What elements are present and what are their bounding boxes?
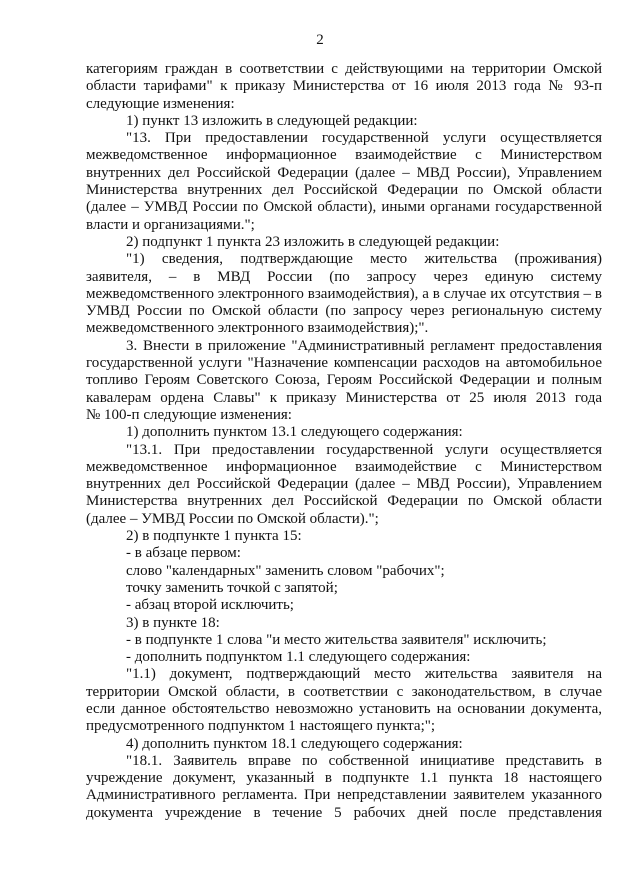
- text-line: следующие изменения:: [86, 95, 235, 112]
- text-line: Административного регламента. При непредставлении заявителем указанного: [86, 787, 602, 804]
- text-line: заявителя, – в МВД России (по запросу через единую систему: [86, 268, 602, 285]
- text-line: 3. Внести в приложение "Административный регламент предоставления: [126, 337, 602, 354]
- text-line: - абзац второй исключить;: [126, 597, 294, 614]
- text-line: территории Омской области, в соответствии с законодательством, в случае: [86, 683, 602, 700]
- text-line: 4) дополнить пунктом 18.1 следующего содержания:: [126, 735, 463, 752]
- text-line: власти и организациями.";: [86, 216, 255, 233]
- text-line: "1.1) документ, подтверждающий место жительства заявителя на: [126, 666, 602, 683]
- text-line: (далее – УМВД России по Омской области).";: [86, 510, 379, 527]
- text-line: "1) сведения, подтверждающие место жительства (проживания): [126, 251, 602, 268]
- text-line: "18.1. Заявитель вправе по собственной инициативе представить в: [126, 752, 602, 769]
- text-line: кавалерам ордена Славы" к приказу Министерства от 25 июля 2013 года: [86, 389, 602, 406]
- text-line: слово "календарных" заменить словом "рабочих";: [126, 562, 445, 579]
- text-line: межведомственное информационное взаимодействие с Министерством: [86, 147, 602, 164]
- text-line: документа учреждение в течение 5 рабочих дней после представления: [86, 804, 602, 821]
- text-line: государственной услуги "Назначение компенсации расходов на автомобильное: [86, 355, 602, 372]
- text-line: "13. При предоставлении государственной услуги осуществляется: [126, 130, 602, 147]
- text-line: "13.1. При предоставлении государственной услуги осуществляется: [126, 441, 602, 458]
- text-line: УМВД России по Омской области (по запросу через региональную систему: [86, 303, 602, 320]
- text-line: области тарифами" к приказу Министерства от 16 июля 2013 года № 93-п: [86, 78, 602, 95]
- text-line: 2) в подпункте 1 пункта 15:: [126, 528, 302, 545]
- text-line: учреждение документ, указанный в подпункте 1.1 пункта 18 настоящего: [86, 770, 602, 787]
- text-line: - в подпункте 1 слова "и место жительства заявителя" исключить;: [126, 631, 547, 648]
- text-line: межведомственного электронного взаимодействия), а в случае их отсутствия – в: [86, 285, 602, 302]
- text-line: Министерства внутренних дел Российской Федерации по Омской области: [86, 493, 602, 510]
- text-line: (далее – УМВД России по Омской области), иными органами государственной: [86, 199, 602, 216]
- text-line: - дополнить подпунктом 1.1 следующего содержания:: [126, 649, 471, 666]
- text-line: межведомственное информационное взаимодействие с Министерством: [86, 458, 602, 475]
- text-line: 3) в пункте 18:: [126, 614, 220, 631]
- text-line: если данное обстоятельство невозможно установить на основании документа,: [86, 700, 602, 717]
- text-line: 1) дополнить пунктом 13.1 следующего содержания:: [126, 424, 463, 441]
- text-line: внутренних дел Российской Федерации (далее – МВД России), Управлением: [86, 164, 602, 181]
- text-line: предусмотренного подпунктом 1 настоящего пункта;";: [86, 718, 436, 735]
- text-line: категориям граждан в соответствии с действующими на территории Омской: [86, 61, 602, 77]
- text-line: - в абзаце первом:: [126, 545, 241, 562]
- text-line: Министерства внутренних дел Российской Федерации по Омской области: [86, 182, 602, 199]
- document-body: [86, 61, 602, 822]
- text-line: внутренних дел Российской Федерации (далее – МВД России), Управлением: [86, 476, 602, 493]
- text-line: 2) подпункт 1 пункта 23 изложить в следующей редакции:: [126, 233, 500, 250]
- text-line: межведомственного электронного взаимодействия);".: [86, 320, 429, 337]
- page-number: 2: [316, 32, 324, 48]
- text-line: топливо Героям Советского Союза, Героям Российской Федерации и полным: [86, 372, 602, 389]
- text-line: № 100-п следующие изменения:: [86, 406, 292, 423]
- text-line: точку заменить точкой с запятой;: [126, 579, 338, 596]
- text-line: 1) пункт 13 изложить в следующей редакции:: [126, 112, 418, 129]
